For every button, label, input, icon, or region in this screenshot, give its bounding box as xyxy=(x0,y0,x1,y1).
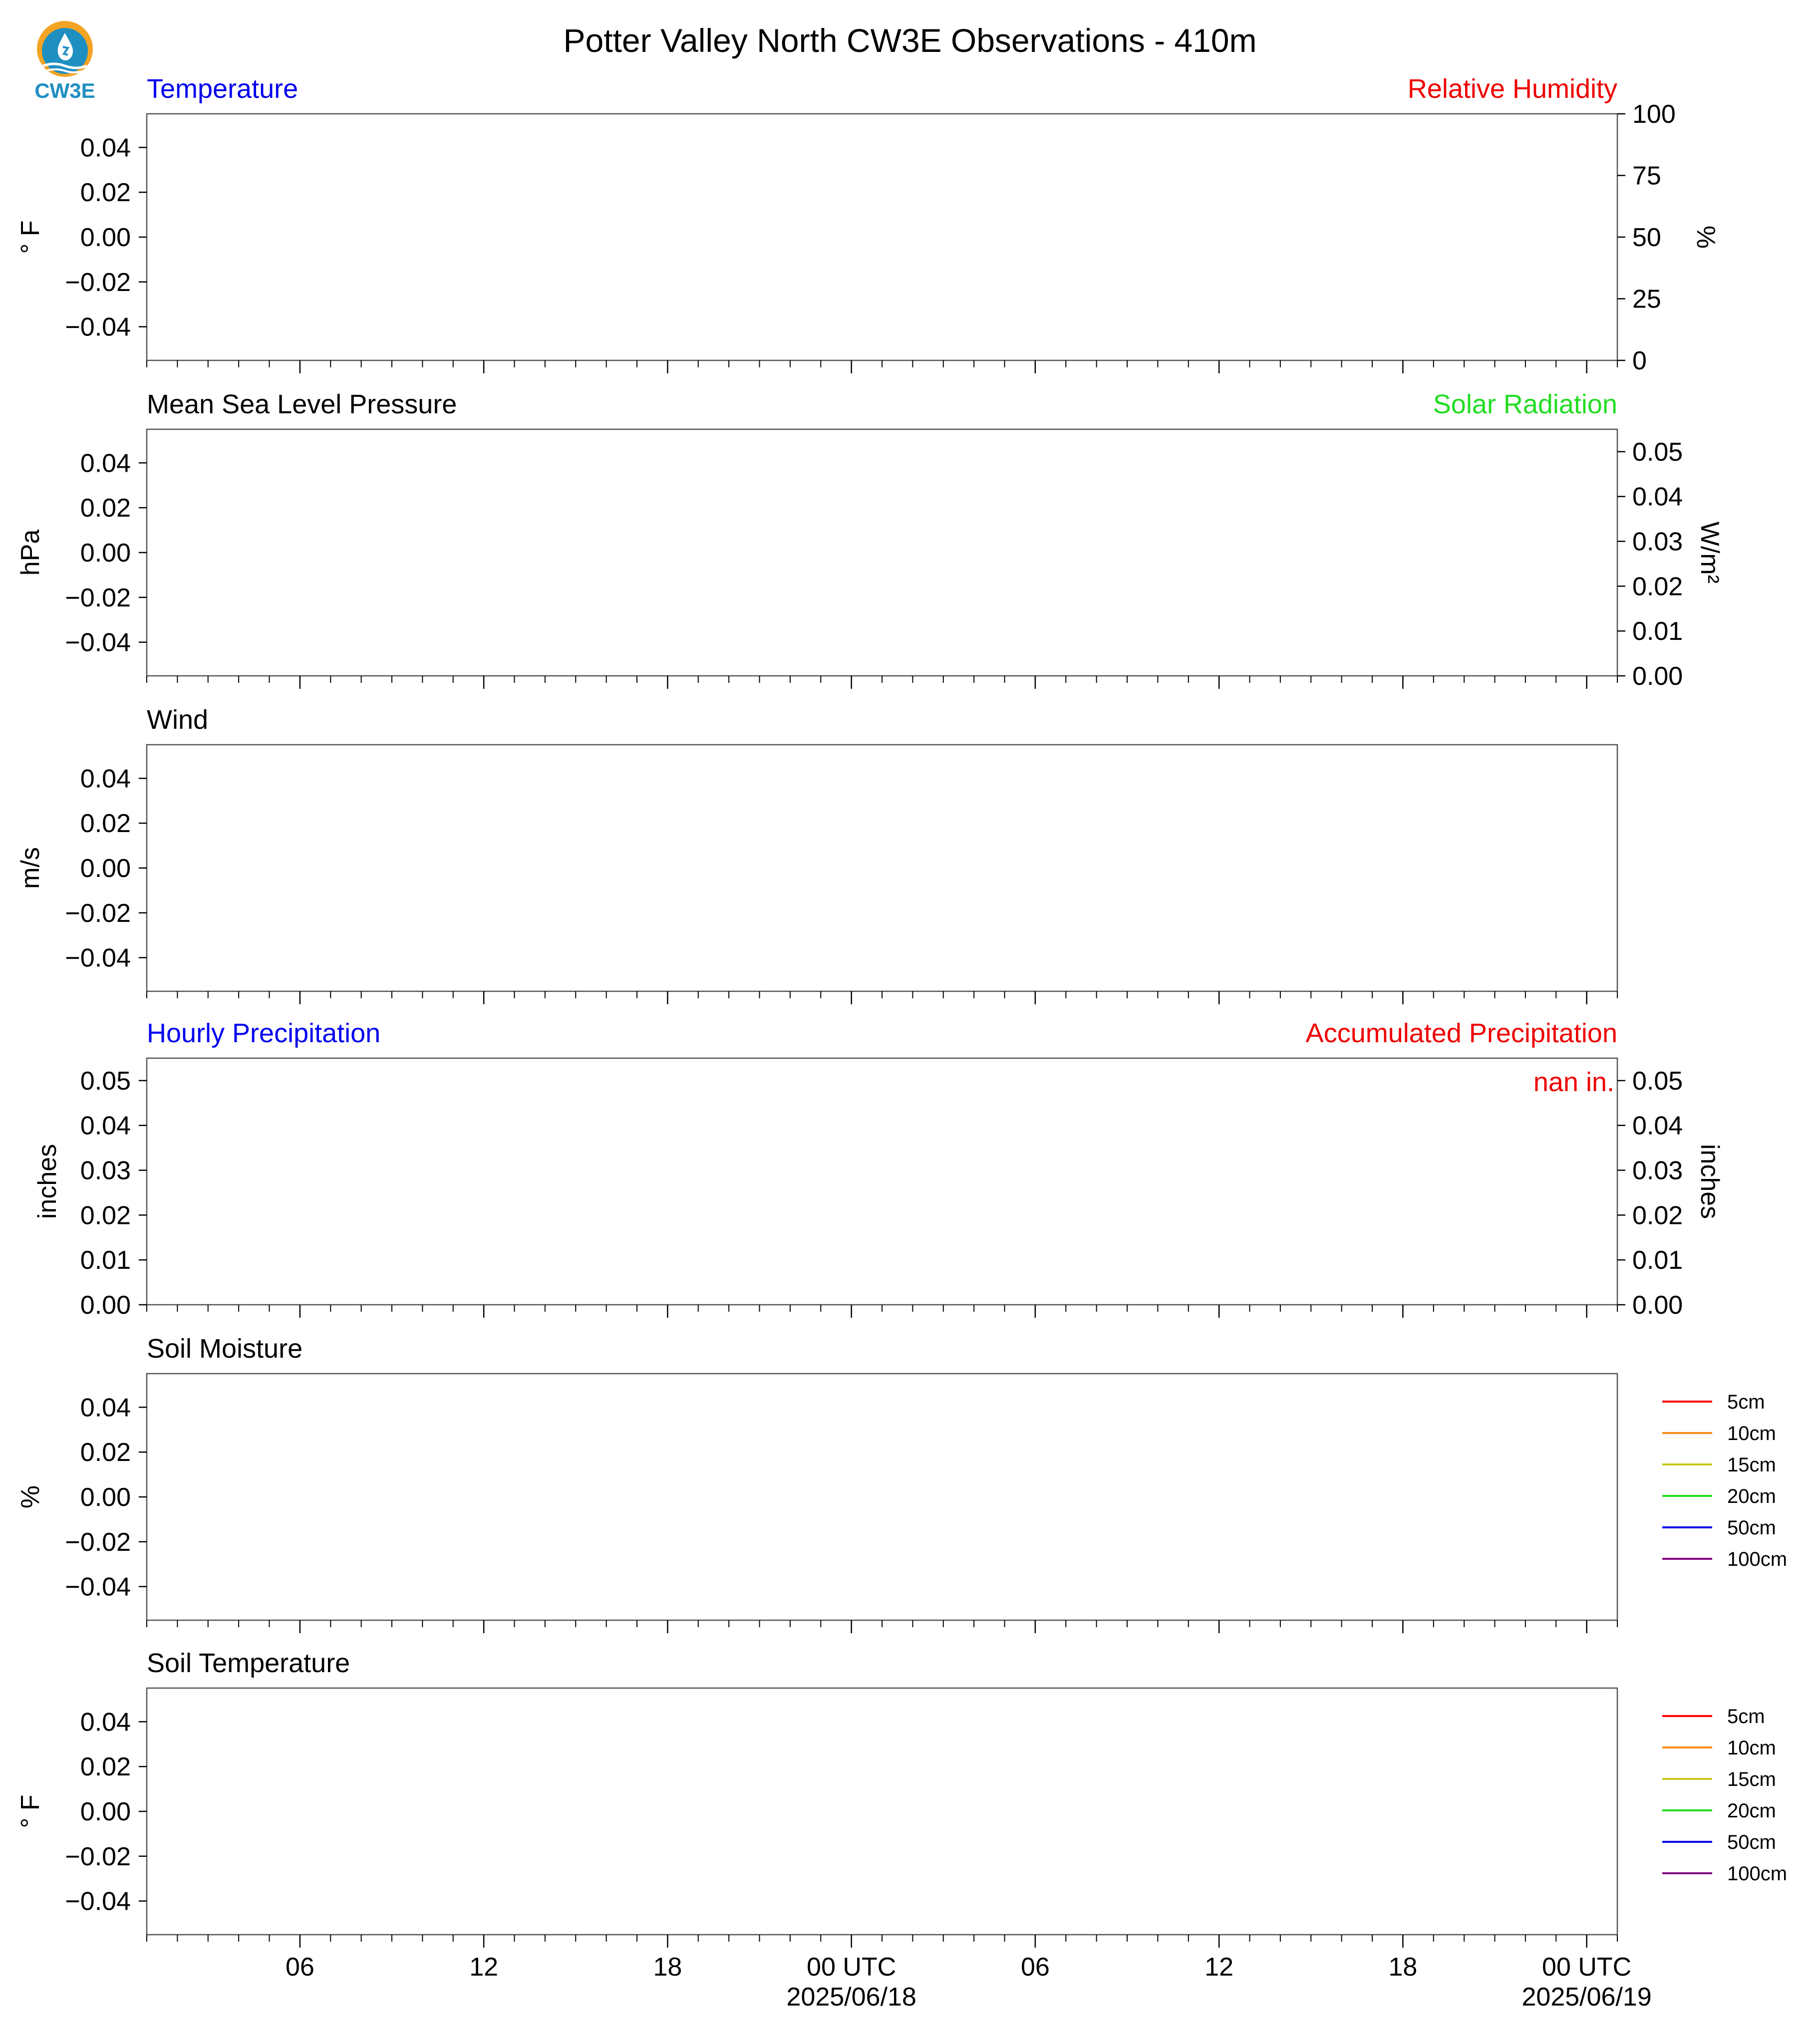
panel-title-right: Accumulated Precipitation xyxy=(1305,1018,1617,1048)
y-tick-label: 0.04 xyxy=(80,1111,131,1141)
panel-title-right: Relative Humidity xyxy=(1407,74,1617,104)
y-tick-label: 0.02 xyxy=(80,494,131,523)
panel-title-left: Mean Sea Level Pressure xyxy=(147,389,457,419)
legend-label: 20cm xyxy=(1727,1800,1776,1822)
y-tick-label-right: 25 xyxy=(1632,285,1661,314)
y-axis-label: ° F xyxy=(16,220,45,254)
legend-label: 5cm xyxy=(1727,1391,1765,1413)
y-tick-label: 0.03 xyxy=(80,1156,131,1185)
y-axis-label: % xyxy=(16,1485,45,1509)
legend-label: 10cm xyxy=(1727,1737,1776,1759)
y-tick-label: 0.00 xyxy=(80,223,131,252)
x-tick-label: 06 xyxy=(285,1953,314,1982)
legend-label: 100cm xyxy=(1727,1863,1788,1885)
y-tick-label: 0.02 xyxy=(80,1752,131,1782)
y-tick-label: −0.02 xyxy=(65,898,131,928)
panel-title-left: Wind xyxy=(147,705,209,735)
y-axis-label: hPa xyxy=(16,529,45,576)
y-tick-label-right: 0.05 xyxy=(1632,1066,1683,1096)
panel-title-left: Soil Temperature xyxy=(147,1648,350,1678)
logo-text: CW3E xyxy=(34,79,95,102)
plot-frame xyxy=(147,114,1617,360)
panel-4 xyxy=(16,1334,1787,1633)
y-tick-label-right: 75 xyxy=(1632,161,1661,191)
y-axis-label: inches xyxy=(33,1144,62,1219)
panel-title-right: Solar Radiation xyxy=(1433,389,1617,419)
x-tick-label: 12 xyxy=(1205,1953,1234,1982)
y-tick-label-right: 50 xyxy=(1632,223,1661,252)
y-tick-label: −0.04 xyxy=(65,1887,131,1916)
y-tick-label-right: 0.04 xyxy=(1632,1111,1683,1141)
legend-label: 10cm xyxy=(1727,1423,1776,1445)
panel-5 xyxy=(16,1648,1787,2012)
legend-label: 50cm xyxy=(1727,1517,1776,1539)
y-tick-label: −0.04 xyxy=(65,943,131,973)
y-tick-label: −0.02 xyxy=(65,583,131,612)
y-tick-label: 0.00 xyxy=(80,1291,131,1320)
plot-frame xyxy=(147,745,1617,991)
legend-label: 15cm xyxy=(1727,1454,1776,1476)
y-tick-label: −0.02 xyxy=(65,268,131,297)
plot-frame xyxy=(147,1688,1617,1935)
plot-frame xyxy=(147,1058,1617,1305)
y-tick-label: 0.02 xyxy=(80,809,131,839)
panel-3 xyxy=(33,1018,1724,1320)
y-axis-label: ° F xyxy=(16,1794,45,1828)
y-tick-label-right: 0.02 xyxy=(1632,1201,1683,1230)
x-tick-label: 12 xyxy=(469,1953,499,1982)
y-tick-label: 0.02 xyxy=(80,1201,131,1230)
y-tick-label: 0.00 xyxy=(80,1483,131,1512)
x-date-label: 2025/06/18 xyxy=(786,1983,916,2012)
y-tick-label-right: 0.05 xyxy=(1632,437,1683,467)
y-tick-label-right: 0.04 xyxy=(1632,482,1683,512)
y-tick-label-right: 0.03 xyxy=(1632,1156,1683,1185)
x-tick-label: 18 xyxy=(1388,1953,1418,1982)
y-tick-label: 0.00 xyxy=(80,539,131,568)
legend-label: 50cm xyxy=(1727,1831,1776,1853)
y-tick-label: −0.04 xyxy=(65,628,131,657)
panel-title-left: Soil Moisture xyxy=(147,1334,303,1364)
y-tick-label-right: 0.03 xyxy=(1632,527,1683,557)
plot-frame xyxy=(147,429,1617,676)
y-axis-label: m/s xyxy=(16,847,45,889)
y-tick-label-right: 0.02 xyxy=(1632,572,1683,601)
panel-1 xyxy=(16,389,1724,691)
y-tick-label-right: 0 xyxy=(1632,346,1647,375)
figure-title: Potter Valley North CW3E Observations - 410m xyxy=(563,22,1257,59)
y-axis-label-right: % xyxy=(1691,225,1720,249)
y-tick-label: 0.04 xyxy=(80,1393,131,1423)
y-tick-label: 0.02 xyxy=(80,1438,131,1467)
y-tick-label: 0.02 xyxy=(80,178,131,208)
x-tick-label: 06 xyxy=(1020,1953,1050,1982)
y-tick-label: −0.04 xyxy=(65,1572,131,1602)
panel-0 xyxy=(16,74,1720,375)
legend-label: 5cm xyxy=(1727,1706,1765,1728)
panel-2 xyxy=(16,705,1617,1004)
x-tick-label: 18 xyxy=(653,1953,682,1982)
plot-frame xyxy=(147,1374,1617,1620)
y-tick-label: 0.04 xyxy=(80,764,131,794)
y-tick-label: −0.02 xyxy=(65,1842,131,1871)
y-tick-label: 0.01 xyxy=(80,1246,131,1275)
y-tick-label-right: 0.00 xyxy=(1632,1291,1683,1320)
x-tick-label: 00 UTC xyxy=(807,1953,897,1982)
y-tick-label: 0.00 xyxy=(80,1797,131,1826)
y-tick-label-right: 0.01 xyxy=(1632,617,1683,646)
y-axis-label-right: inches xyxy=(1695,1144,1724,1219)
y-tick-label-right: 0.01 xyxy=(1632,1246,1683,1275)
y-tick-label: 0.04 xyxy=(80,449,131,478)
y-axis-label-right: W/m² xyxy=(1695,521,1724,584)
y-tick-label-right: 0.00 xyxy=(1632,662,1683,691)
legend-label: 20cm xyxy=(1727,1485,1776,1507)
y-tick-label-right: 100 xyxy=(1632,100,1676,129)
y-tick-label: 0.00 xyxy=(80,854,131,883)
legend-label: 100cm xyxy=(1727,1548,1788,1570)
panel-title-left: Hourly Precipitation xyxy=(147,1018,381,1048)
legend-label: 15cm xyxy=(1727,1768,1776,1790)
y-tick-label: 0.04 xyxy=(80,1708,131,1737)
panel-title-left: Temperature xyxy=(147,74,299,104)
y-tick-label: 0.04 xyxy=(80,133,131,163)
x-date-label: 2025/06/19 xyxy=(1521,1983,1652,2012)
accumulated-annotation: nan in. xyxy=(1533,1067,1614,1097)
y-tick-label: −0.02 xyxy=(65,1527,131,1557)
y-tick-label: −0.04 xyxy=(65,312,131,342)
y-tick-label: 0.05 xyxy=(80,1066,131,1096)
panels xyxy=(16,74,1787,2012)
x-tick-label: 00 UTC xyxy=(1542,1953,1632,1982)
